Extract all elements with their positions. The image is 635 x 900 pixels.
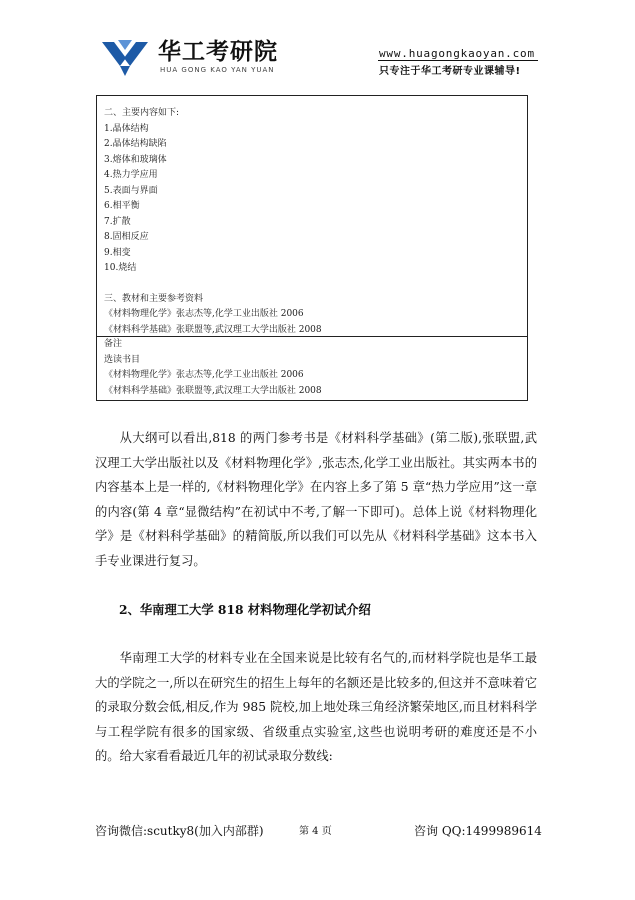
body-paragraph-textbooks: 从大纲可以看出,818 的两门参考书是《材料科学基础》(第二版),张联盟,武汉理工大学出版社以及《材料物理化学》,张志杰,化学工业出版社。其实两本书的内容基本上是一样的,《材料物理化学》在内容上多了第 5 章“热力学应用”这一章的内容(第 4 章“显微结构”在初试中不考,了解一下即可)。总体上说《材料物理化学》是《材料科学基础》的精简版,所以我们可以先从《材料科学基础》这本书入手专业课进行复习。 (95, 431, 537, 568)
site-url: www.huagongkaoyan.com (379, 47, 535, 60)
reference-item: 《材料物理化学》张志杰等,化学工业出版社 2006 (104, 309, 304, 319)
topic-item: 1.晶体结构 (104, 123, 149, 134)
references-heading: 三、教材和主要参考资料 (104, 293, 204, 304)
header-divider (378, 60, 538, 61)
body-paragraph-difficulty: 华南理工大学的材料专业在全国来说是比较有名气的,而材料学院也是华工最大的学院之一,所以在研究生的招生上每年的名额还是比较多的,但这并不意味着它的录取分数会低,相反,作为 985 院校,加上地处珠三角经济繁荣地区,而且材料科学与工程学院有很多的国家级、省级重点实验室,这些也说明考研的难度还是不小的。给大家看看最近几年的初试录取分数线: (95, 651, 537, 764)
logo-pinyin-name: HUA GONG KAO YAN YUAN (160, 66, 275, 74)
logo-chinese-name: 华工考研院 (158, 39, 278, 65)
topic-item: 9.相变 (104, 247, 131, 258)
reference-item: 《材料科学基础》张联盟等,武汉理工大学出版社 2008 (104, 324, 322, 335)
topic-item: 2.晶体结构缺陷 (104, 139, 167, 149)
page-header (0, 0, 635, 90)
optional-reference-item: 《材料物理化学》张志杰等,化学工业出版社 2006 (104, 370, 304, 380)
optional-reference-item: 《材料科学基础》张联盟等,武汉理工大学出版社 2008 (104, 385, 322, 396)
topic-item: 6.相平衡 (104, 201, 140, 211)
topic-item: 5.表面与界面 (104, 185, 158, 196)
footer-wechat: 咨询微信:scutky8(加入内部群) (95, 824, 264, 838)
topic-item: 4.热力学应用 (104, 170, 158, 180)
footer-qq: 咨询 QQ:1499989614 (414, 824, 542, 838)
optional-reading-label: 选读书目 (104, 354, 141, 365)
topic-item: 7.扩散 (104, 216, 131, 227)
slogan: 只专注于华工考研专业课辅导! (379, 66, 521, 77)
content-heading: 二、主要内容如下: (104, 108, 180, 118)
syllabus-table (96, 95, 528, 401)
section-heading: 2、华南理工大学 818 材料物理化学初试介绍 (119, 602, 371, 617)
topic-item: 10.烧结 (104, 263, 137, 273)
topic-item: 3.熔体和玻璃体 (104, 154, 167, 165)
logo-icon (100, 38, 150, 78)
syllabus-notes-cell (97, 337, 527, 399)
topic-item: 8.固相反应 (104, 232, 149, 242)
syllabus-content-cell (97, 96, 527, 337)
footer-page-number: 第 4 页 (299, 826, 332, 837)
notes-label: 备注 (104, 339, 123, 349)
